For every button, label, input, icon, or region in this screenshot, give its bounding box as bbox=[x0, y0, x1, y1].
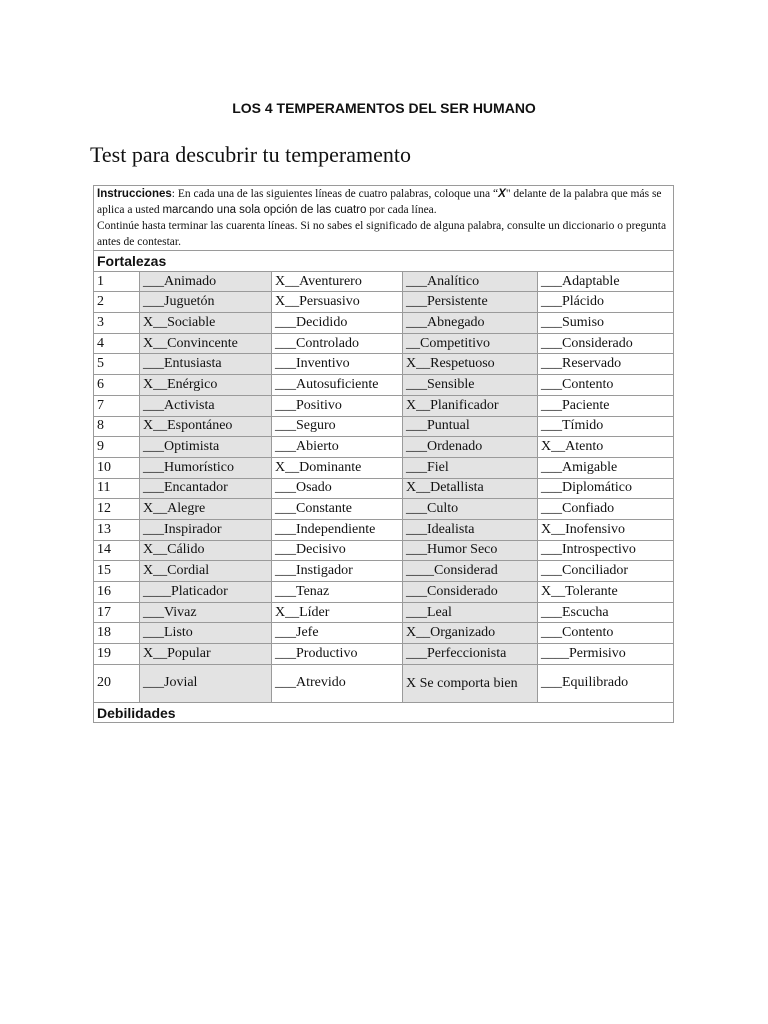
row-number-cell: 8 bbox=[94, 416, 140, 437]
instructions-text-1: : En cada una de las siguientes líneas de cuatro palabras, coloque una “ bbox=[171, 188, 499, 200]
option-c-cell: ____Considerad bbox=[403, 561, 538, 582]
option-c-cell: __Competitivo bbox=[403, 333, 538, 354]
option-a-cell: ___Encantador bbox=[140, 478, 272, 499]
option-c-cell: ___Persistente bbox=[403, 292, 538, 313]
option-b-cell: X__Aventurero bbox=[272, 271, 403, 292]
option-b-cell: ___Seguro bbox=[272, 416, 403, 437]
option-b-cell: ___Tenaz bbox=[272, 582, 403, 603]
option-d-cell: ___Introspectivo bbox=[538, 540, 674, 561]
option-d-cell: ___Amigable bbox=[538, 457, 674, 478]
option-a-cell: ___Activista bbox=[140, 395, 272, 416]
instructions-emphasis: marcando una sola opción de las cuatro bbox=[162, 204, 367, 216]
option-d-cell: ___Considerado bbox=[538, 333, 674, 354]
option-d-cell: ___Equilibrado bbox=[538, 664, 674, 702]
option-b-cell: ___Independiente bbox=[272, 519, 403, 540]
option-a-cell: ___Optimista bbox=[140, 437, 272, 458]
row-number-cell: 7 bbox=[94, 395, 140, 416]
option-d-cell: ___Tímido bbox=[538, 416, 674, 437]
option-a-cell: X__Espontáneo bbox=[140, 416, 272, 437]
instructions-text-4: Continúe hasta terminar las cuarenta líneas. Si no sabes el significado de alguna palabra, consulte un diccionario o pregunta antes de contestar. bbox=[97, 220, 667, 248]
option-b-cell: X__Líder bbox=[272, 602, 403, 623]
instructions-text-3: por cada línea. bbox=[366, 204, 437, 216]
row-number-cell: 1 bbox=[94, 271, 140, 292]
table-row bbox=[94, 437, 674, 458]
option-a-cell: ___Entusiasta bbox=[140, 354, 272, 375]
table-row bbox=[94, 395, 674, 416]
option-b-cell: ___Jefe bbox=[272, 623, 403, 644]
table-row bbox=[94, 664, 674, 702]
instructions-label: Instrucciones bbox=[97, 188, 172, 200]
section-weaknesses: Debilidades bbox=[94, 702, 674, 723]
option-c-cell: ___Considerado bbox=[403, 582, 538, 603]
option-a-cell: X__Cordial bbox=[140, 561, 272, 582]
option-b-cell: ___Decidido bbox=[272, 313, 403, 334]
instructions-row bbox=[94, 186, 674, 251]
table-row bbox=[94, 519, 674, 540]
table-row bbox=[94, 457, 674, 478]
option-a-cell: X__Convincente bbox=[140, 333, 272, 354]
option-a-cell: ___Listo bbox=[140, 623, 272, 644]
temperament-test-table bbox=[93, 185, 674, 723]
option-b-cell: ___Instigador bbox=[272, 561, 403, 582]
option-c-cell: ___Leal bbox=[403, 602, 538, 623]
option-a-cell: ___Jovial bbox=[140, 664, 272, 702]
option-c-cell: ___Fiel bbox=[403, 457, 538, 478]
option-b-cell: X__Persuasivo bbox=[272, 292, 403, 313]
option-c-cell: X__Organizado bbox=[403, 623, 538, 644]
table-row bbox=[94, 582, 674, 603]
row-number-cell: 2 bbox=[94, 292, 140, 313]
option-b-cell: ___Constante bbox=[272, 499, 403, 520]
option-a-cell: ___Juguetón bbox=[140, 292, 272, 313]
option-a-cell: ___Inspirador bbox=[140, 519, 272, 540]
table-row bbox=[94, 644, 674, 665]
option-d-cell: ___Plácido bbox=[538, 292, 674, 313]
option-c-cell: ___Idealista bbox=[403, 519, 538, 540]
option-c-cell: ___Puntual bbox=[403, 416, 538, 437]
option-a-cell: ___Humorístico bbox=[140, 457, 272, 478]
strengths-header-row bbox=[94, 251, 674, 272]
option-d-cell: ___Adaptable bbox=[538, 271, 674, 292]
option-c-cell: X__Respetuoso bbox=[403, 354, 538, 375]
option-d-cell: ___Paciente bbox=[538, 395, 674, 416]
row-number-cell: 19 bbox=[94, 644, 140, 665]
option-d-cell: X__Atento bbox=[538, 437, 674, 458]
option-a-cell: X__Sociable bbox=[140, 313, 272, 334]
option-c-cell: ___Perfeccionista bbox=[403, 644, 538, 665]
row-number-cell: 9 bbox=[94, 437, 140, 458]
option-c-cell: ___Culto bbox=[403, 499, 538, 520]
instructions-text-2: " delante de la palabra que más se aplica a usted bbox=[97, 188, 662, 216]
table-row bbox=[94, 354, 674, 375]
row-number-cell: 17 bbox=[94, 602, 140, 623]
table-row bbox=[94, 333, 674, 354]
option-b-cell: ___Inventivo bbox=[272, 354, 403, 375]
table-row bbox=[94, 416, 674, 437]
option-d-cell: ___Sumiso bbox=[538, 313, 674, 334]
option-d-cell: ___Contento bbox=[538, 623, 674, 644]
option-a-cell: X__Enérgico bbox=[140, 375, 272, 396]
row-number-cell: 14 bbox=[94, 540, 140, 561]
option-d-cell: ___Reservado bbox=[538, 354, 674, 375]
row-number-cell: 12 bbox=[94, 499, 140, 520]
row-number-cell: 15 bbox=[94, 561, 140, 582]
row-number-cell: 6 bbox=[94, 375, 140, 396]
option-b-cell: ___Autosuficiente bbox=[272, 375, 403, 396]
test-subtitle: Test para descubrir tu temperamento bbox=[90, 142, 411, 167]
table-row bbox=[94, 375, 674, 396]
row-number-cell: 16 bbox=[94, 582, 140, 603]
option-d-cell: ___Confiado bbox=[538, 499, 674, 520]
option-b-cell: ___Productivo bbox=[272, 644, 403, 665]
instructions-mark: X bbox=[498, 188, 506, 200]
option-d-cell: ___Conciliador bbox=[538, 561, 674, 582]
option-b-cell: X__Dominante bbox=[272, 457, 403, 478]
option-c-cell: ___Humor Seco bbox=[403, 540, 538, 561]
section-strengths: Fortalezas bbox=[94, 251, 674, 272]
option-b-cell: ___Osado bbox=[272, 478, 403, 499]
option-d-cell: ___Escucha bbox=[538, 602, 674, 623]
table-row bbox=[94, 313, 674, 334]
option-d-cell: ___Diplomático bbox=[538, 478, 674, 499]
option-c-cell: X__Planificador bbox=[403, 395, 538, 416]
option-c-cell: ___Abnegado bbox=[403, 313, 538, 334]
row-number-cell: 4 bbox=[94, 333, 140, 354]
option-d-cell: ___Contento bbox=[538, 375, 674, 396]
table-row bbox=[94, 602, 674, 623]
option-a-cell: X__Alegre bbox=[140, 499, 272, 520]
option-d-cell: X__Tolerante bbox=[538, 582, 674, 603]
table-row bbox=[94, 271, 674, 292]
row-number-cell: 5 bbox=[94, 354, 140, 375]
weaknesses-header-row bbox=[94, 702, 674, 723]
option-a-cell: ____Platicador bbox=[140, 582, 272, 603]
option-c-cell: X__Detallista bbox=[403, 478, 538, 499]
row-number-cell: 11 bbox=[94, 478, 140, 499]
option-c-cell: X Se comporta bien bbox=[403, 664, 538, 702]
option-a-cell: ___Vivaz bbox=[140, 602, 272, 623]
instructions-cell bbox=[94, 186, 674, 251]
table-row bbox=[94, 499, 674, 520]
option-b-cell: ___Decisivo bbox=[272, 540, 403, 561]
option-c-cell: ___Ordenado bbox=[403, 437, 538, 458]
option-b-cell: ___Controlado bbox=[272, 333, 403, 354]
table-row bbox=[94, 478, 674, 499]
row-number-cell: 13 bbox=[94, 519, 140, 540]
table-row bbox=[94, 623, 674, 644]
option-a-cell: ___Animado bbox=[140, 271, 272, 292]
row-number-cell: 18 bbox=[94, 623, 140, 644]
table-row bbox=[94, 561, 674, 582]
option-a-cell: X__Popular bbox=[140, 644, 272, 665]
row-number-cell: 3 bbox=[94, 313, 140, 334]
option-c-cell: ___Sensible bbox=[403, 375, 538, 396]
option-b-cell: ___Atrevido bbox=[272, 664, 403, 702]
document-title: LOS 4 TEMPERAMENTOS DEL SER HUMANO bbox=[232, 100, 536, 116]
option-b-cell: ___Positivo bbox=[272, 395, 403, 416]
option-b-cell: ___Abierto bbox=[272, 437, 403, 458]
row-number-cell: 20 bbox=[94, 664, 140, 702]
row-number-cell: 10 bbox=[94, 457, 140, 478]
option-a-cell: X__Cálido bbox=[140, 540, 272, 561]
option-d-cell: X__Inofensivo bbox=[538, 519, 674, 540]
table-row bbox=[94, 540, 674, 561]
option-d-cell: ____Permisivo bbox=[538, 644, 674, 665]
table-row bbox=[94, 292, 674, 313]
option-c-cell: ___Analítico bbox=[403, 271, 538, 292]
